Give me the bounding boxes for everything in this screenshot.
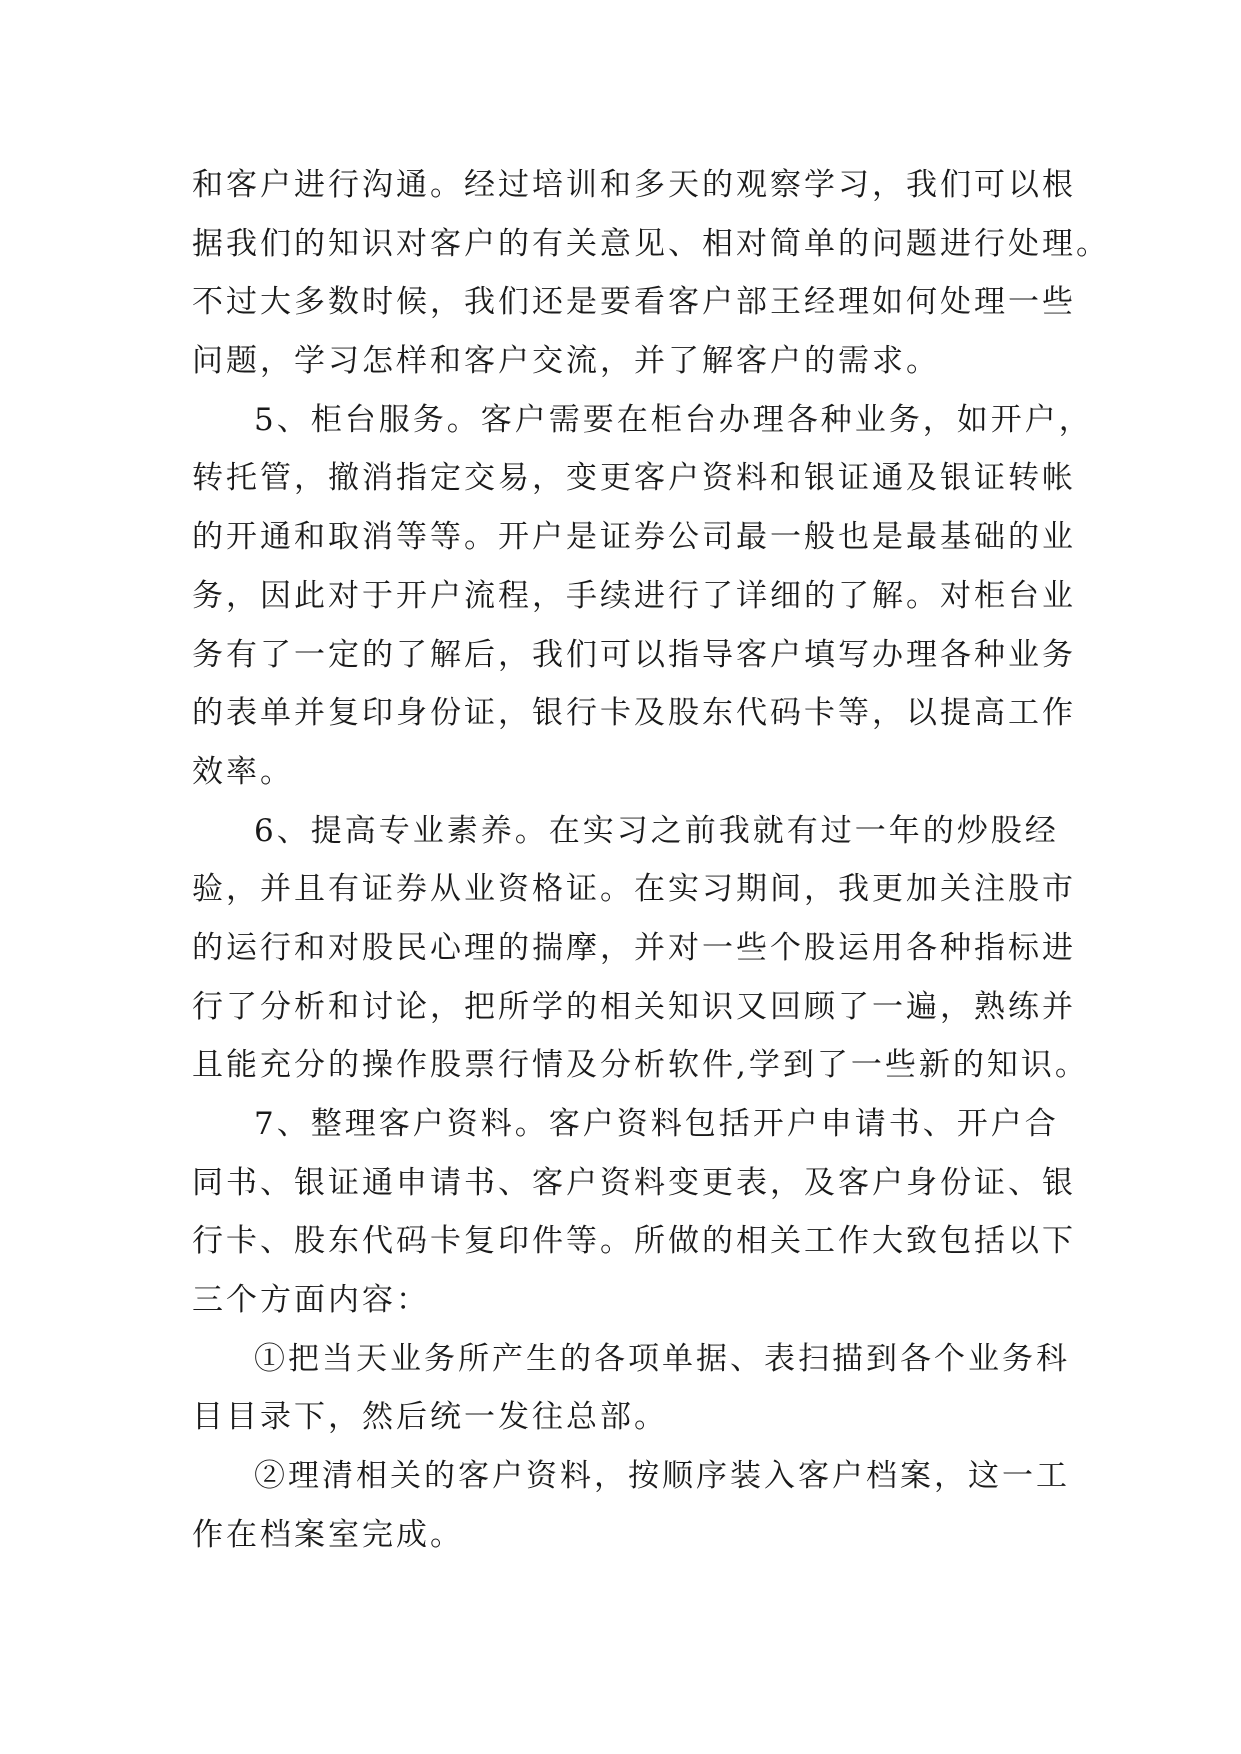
text-line: 目目录下，然后统一发往总部。 (192, 1399, 668, 1436)
text-line: 作在档案室完成。 (192, 1516, 464, 1553)
text-line: 且能充分的操作股票行情及分析软件,学到了一些新的知识。 (192, 1047, 1089, 1084)
text-line: 不过大多数时候，我们还是要看客户部王经理如何处理一些 (192, 284, 1076, 321)
paragraph-start-line: 5、柜台服务。客户需要在柜台办理各种业务，如开户， (254, 401, 1093, 438)
text-line: 和客户进行沟通。经过培训和多天的观察学习，我们可以根 (192, 167, 1076, 203)
document-body (192, 156, 1110, 1565)
text-line: 同书、银证通申请书、客户资料变更表，及客户身份证、银 (192, 1164, 1076, 1201)
text-line: 行卡、股东代码卡复印件等。所做的相关工作大致包括以下 (192, 1223, 1076, 1260)
text-line: 的开通和取消等等。开户是证券公司最一般也是最基础的业 (192, 519, 1076, 556)
text-line: 务有了一定的了解后，我们可以指导客户填写办理各种业务 (192, 636, 1076, 673)
text-line: 效率。 (192, 753, 294, 790)
paragraph-start-line: 7、整理客户资料。客户资料包括开户申请书、开户合 (254, 1106, 1059, 1142)
text-line: 的表单并复印身份证，银行卡及股东代码卡等，以提高工作 (192, 695, 1076, 732)
text-line: 行了分析和讨论，把所学的相关知识又回顾了一遍，熟练并 (192, 988, 1076, 1025)
paragraph-start-line: 6、提高专业素养。在实习之前我就有过一年的炒股经 (254, 812, 1059, 849)
text-line: 务，因此对于开户流程，手续进行了详细的了解。对柜台业 (192, 577, 1076, 614)
text-line: 验，并且有证券从业资格证。在实习期间，我更加关注股市 (192, 871, 1076, 908)
text-line: 的运行和对股民心理的揣摩，并对一些个股运用各种指标进 (192, 929, 1076, 966)
text-line: 三个方面内容： (192, 1282, 430, 1319)
text-line: 据我们的知识对客户的有关意见、相对简单的问题进行处理。 (192, 225, 1110, 262)
text-line: 问题，学习怎样和客户交流，并了解客户的需求。 (192, 343, 940, 380)
text-line: 转托管，撤消指定交易，变更客户资料和银证通及银证转帐 (192, 460, 1076, 497)
paragraph-start-line: ②理清相关的客户资料，按顺序装入客户档案，这一工 (254, 1458, 1070, 1495)
paragraph-start-line: ①把当天业务所产生的各项单据、表扫描到各个业务科 (254, 1340, 1070, 1377)
